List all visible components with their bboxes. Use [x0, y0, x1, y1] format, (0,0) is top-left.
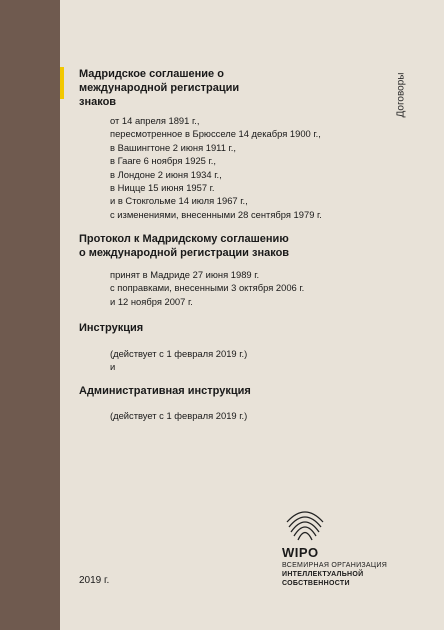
text-line: принят в Мадриде 27 июня 1989 г. [110, 269, 260, 280]
wipo-organization-name [282, 561, 387, 588]
heading-line: о международной регистрации знаков [79, 247, 290, 259]
section-madrid-agreement-heading [79, 67, 379, 109]
side-label-text: Договоры [395, 72, 407, 118]
text-line: в Гааге 6 ноября 1925 г., [110, 155, 216, 167]
text-line: в Вашингтоне 2 июня 1911 г., [110, 141, 236, 153]
publication-year: 2019 г. [79, 575, 110, 586]
section-madrid-agreement-lines [110, 114, 400, 221]
text-line: и 12 ноября 2007 г. [110, 295, 193, 307]
admin-instruction-note: (действует с 1 февраля 2019 г.) [110, 410, 248, 421]
heading-line: Протокол к Мадридскому соглашению [79, 233, 289, 245]
section-instruction-heading [79, 321, 379, 335]
left-color-band [0, 0, 60, 630]
section-protocol-lines [110, 268, 400, 308]
instruction-note: (действует с 1 февраля 2019 г.) [110, 348, 248, 359]
section-protocol-heading [79, 232, 379, 260]
wipo-wordmark: WIPO [282, 545, 319, 560]
text-line: и в Стокгольме 14 июля 1967 г., [110, 195, 248, 207]
text-line: с изменениями, внесенными 28 сентября 1979 г. [110, 208, 322, 220]
yellow-accent-bar [60, 67, 64, 99]
text-line: в Лондоне 2 июня 1934 г., [110, 168, 222, 180]
text-line: от 14 апреля 1891 г., [110, 115, 200, 126]
section-admin-instruction-heading [79, 384, 379, 398]
text-line: с поправками, внесенными 3 октября 2006 г. [110, 282, 305, 294]
heading-line: Мадридское соглашение о [79, 68, 224, 80]
org-line: ВСЕМИРНАЯ ОРГАНИЗАЦИЯ [282, 562, 388, 569]
heading-line: Инструкция [79, 322, 144, 334]
heading-line: международной регистрации [79, 82, 240, 94]
text-line: пересмотренное в Брюсселе 14 декабря 1900 г., [110, 128, 321, 140]
text-line: в Ницце 15 июня 1957 г. [110, 182, 215, 194]
heading-line: знаков [79, 96, 117, 108]
connector-and: и [110, 361, 116, 372]
org-line: СОБСТВЕННОСТИ [282, 580, 350, 587]
wipo-globe-icon [283, 500, 327, 544]
heading-line: Административная инструкция [79, 385, 251, 397]
org-line: ИНТЕЛЛЕКТУАЛЬНОЙ [282, 571, 364, 578]
